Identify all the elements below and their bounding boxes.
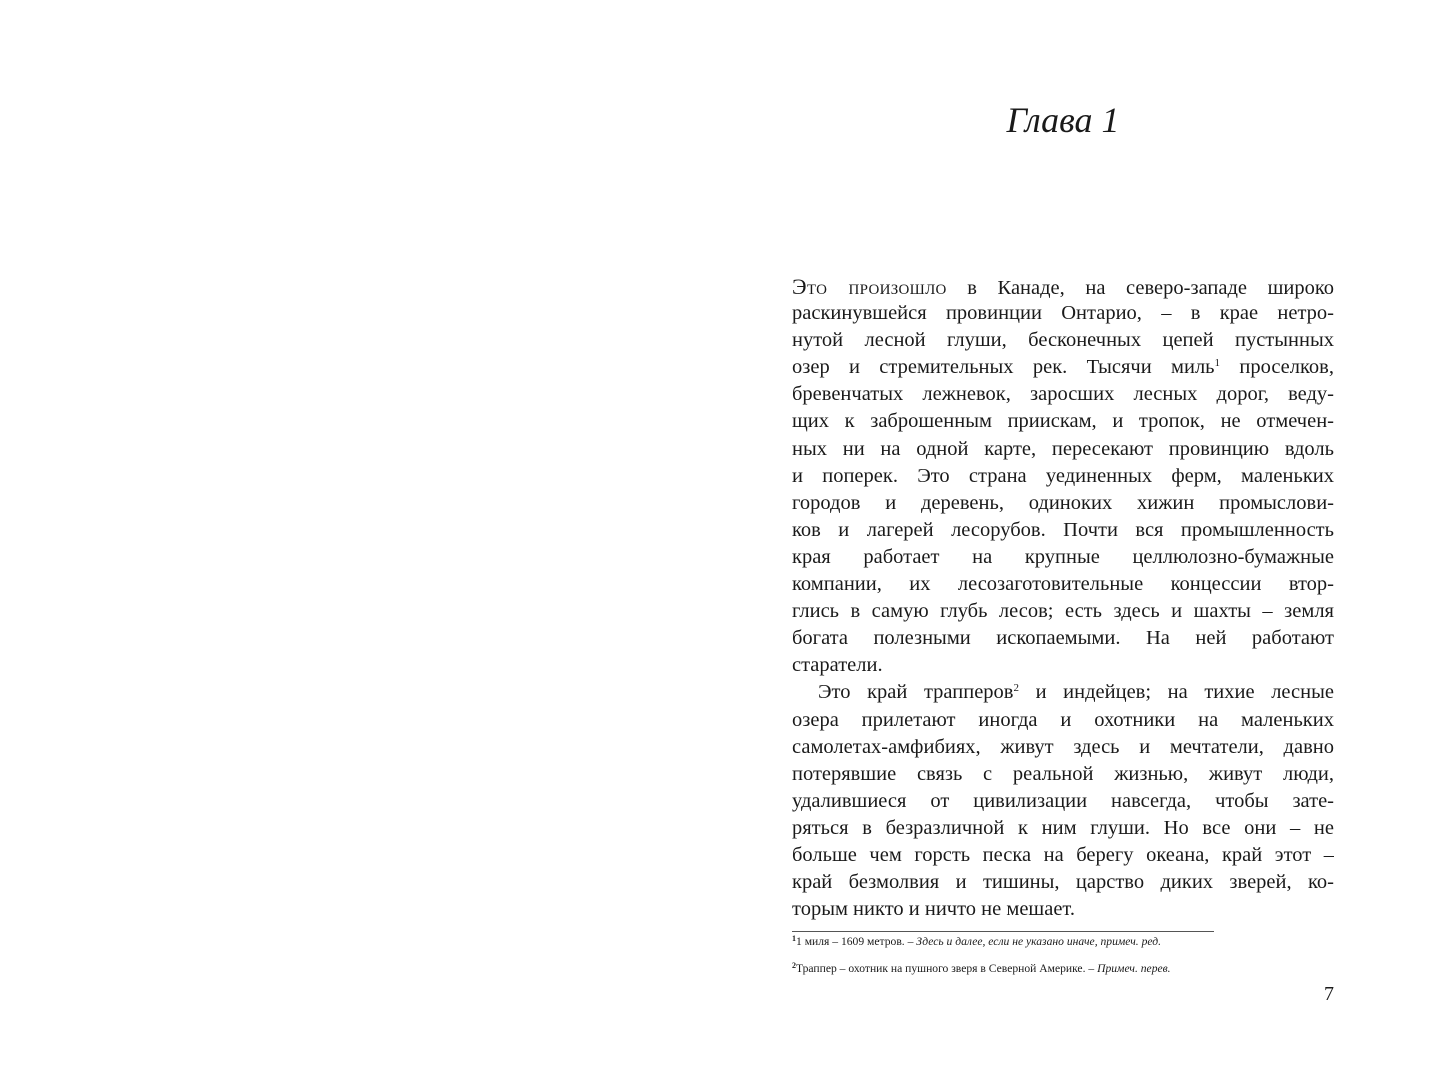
left-page-blank xyxy=(0,0,716,1075)
footnote-editor-note: Здесь и далее, если не указано иначе, примеч. ред. xyxy=(916,935,1162,948)
footnote-mark: 2 xyxy=(792,961,796,970)
body-line: глись в самую глубь лесов; есть здесь и шахты – земля xyxy=(792,600,1334,623)
body-line: ряться в безразличной к ним глуши. Но все они – не xyxy=(792,816,1334,839)
body-line: ков и лагерей лесорубов. Почти вся промышленность xyxy=(792,518,1334,541)
body-line: потерявшие связь с реальной жизнью, живут люди, xyxy=(792,762,1334,785)
body-line: Это край трапперов$^2$ и индейцев; на тихие лесные xyxy=(818,681,1334,704)
footnote-mark: 1 xyxy=(792,934,796,943)
opening-words: Это произошло xyxy=(792,274,947,299)
body-line: нутой лесной глуши, бесконечных цепей пустынных xyxy=(792,329,1334,352)
body-line: удалившиеся от цивилизации навсегда, чтобы зате- xyxy=(792,789,1334,812)
footnote-ref-2[interactable]: 2 xyxy=(1013,682,1019,695)
body-line: озера прилетают иногда и охотники на маленьких xyxy=(792,708,1334,731)
body-line: старатели. xyxy=(792,654,883,677)
footnote-2 xyxy=(792,961,1334,976)
body-line: торым никто и ничто не мешает. xyxy=(792,898,1075,921)
body-line: щих к заброшенным приискам, и тропок, не отмечен- xyxy=(792,410,1334,433)
body-line: самолетах-амфибиях, живут здесь и мечтатели, давно xyxy=(792,735,1334,758)
page-number: 7 xyxy=(1324,983,1334,1005)
body-line: богата полезными ископаемыми. На ней работают xyxy=(792,627,1334,650)
footnote-text: 1 миля – 1609 метров. – xyxy=(796,935,917,948)
body-line: края работает на крупные целлюлозно-бумажные xyxy=(792,545,1334,568)
footnote-ref-1[interactable]: 1 xyxy=(1214,357,1221,370)
footnote-text: Траппер – охотник на пушного зверя в Северной Америке. – xyxy=(796,962,1098,975)
body-line: больше чем горсть песка на берегу океана, край этот – xyxy=(792,843,1334,866)
footnote-divider xyxy=(792,931,1214,932)
chapter-body xyxy=(792,273,1334,923)
body-line: озер и стремительных рек. Тысячи миль$^1$ проселков, xyxy=(792,356,1334,379)
body-line: раскинувшейся провинции Онтарио, – в крае нетро- xyxy=(792,302,1334,325)
footnote-translator-note: Примеч. перев. xyxy=(1097,962,1171,975)
body-line: компании, их лесозаготовительные концессии втор- xyxy=(792,573,1334,596)
chapter-title-text: Глава 1 xyxy=(1006,100,1120,140)
footnote-1 xyxy=(792,934,1334,949)
chapter-title xyxy=(792,98,1334,142)
body-line: ных ни на одной карте, пересекают провинцию вдоль xyxy=(792,437,1334,460)
body-line: городов и деревень, одиноких хижин промыслови- xyxy=(792,491,1334,514)
body-line: край безмолвия и тишины, царство диких зверей, ко- xyxy=(792,871,1334,894)
body-line: и поперек. Это страна уединенных ферм, маленьких xyxy=(792,464,1334,487)
body-line: бревенчатых лежневок, заросших лесных дорог, веду- xyxy=(792,383,1334,406)
body-line: Это произошло в Канаде, на северо-западе широко xyxy=(792,274,1334,299)
